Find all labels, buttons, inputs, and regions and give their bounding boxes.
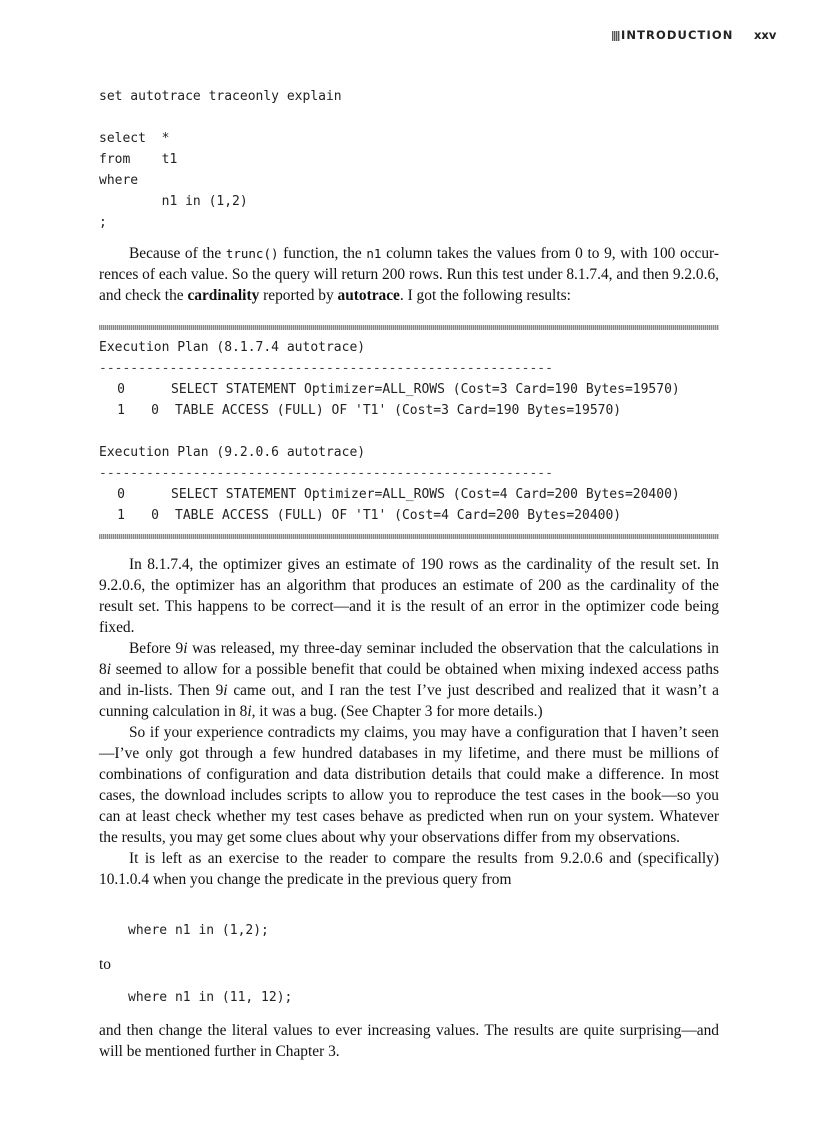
plan-bottom-rule xyxy=(99,534,719,539)
code-block-query xyxy=(99,86,719,233)
plan-rows xyxy=(99,484,719,526)
plan-row xyxy=(99,400,719,421)
code-snippet: where n1 in (11, 12); xyxy=(128,990,293,1005)
code-line: select * xyxy=(99,131,170,146)
section-title: INTRODUCTION xyxy=(621,28,734,42)
plan-row-text: SELECT STATEMENT Optimizer=ALL_ROWS (Cost=4 Card=200 Bytes=20400) xyxy=(171,487,680,502)
body-text xyxy=(99,554,719,890)
execution-plans xyxy=(99,337,719,526)
running-header xyxy=(0,28,816,44)
header-decoration xyxy=(612,31,620,41)
paragraph: In 8.1.7.4, the optimizer gives an estimate of 190 rows as the cardinality of the result set. In 9.2.0.6, the optimizer has an algorithm that produces an estimate of 200 as the cardinality of the result set. This happens to be correct—and it is the result of an error in the optimizer code being fixed. xyxy=(99,556,719,636)
code-line: set autotrace traceonly explain xyxy=(99,89,342,104)
plan-row-id: 0 xyxy=(117,382,125,397)
plan-separator: ---------------------------------------------------------- xyxy=(99,361,553,376)
code-snippet: where n1 in (1,2); xyxy=(128,923,269,938)
paragraph-intro: Because of the trunc() function, the n1 column takes the values from 0 to 9, with 100 occur-rences of each value. So the query will return 200 rows. Run this test under 8.1.7.4, and then 9.2.0.6, and check the cardinality reported by autotrace. I got the following results: xyxy=(99,245,719,304)
plan-gap xyxy=(99,421,719,442)
plan-row-id: 0 xyxy=(117,487,125,502)
code-line: where xyxy=(99,173,139,188)
plan-row-text: SELECT STATEMENT Optimizer=ALL_ROWS (Cost=3 Card=190 Bytes=19570) xyxy=(171,382,680,397)
page-number: xxv xyxy=(754,28,777,42)
code-line: n1 in (1,2) xyxy=(99,194,248,209)
paragraph-final: and then change the literal values to ever increasing values. The results are quite surprising—and will be mentioned further in Chapter 3. xyxy=(99,1022,719,1060)
plan-title: Execution Plan (9.2.0.6 autotrace) xyxy=(99,445,366,460)
plan-row-text: TABLE ACCESS (FULL) OF 'T1' (Cost=3 Card=190 Bytes=19570) xyxy=(175,403,622,418)
plan-row-parent: 0 xyxy=(151,403,159,418)
paragraph: It is left as an exercise to the reader to compare the results from 9.2.0.6 and (specifically) 10.1.0.4 when you change the predicate in the previous query from xyxy=(99,850,719,888)
code-line-blank xyxy=(99,107,719,128)
plan-top-rule xyxy=(99,325,719,330)
plan-title: Execution Plan (8.1.7.4 autotrace) xyxy=(99,340,366,355)
bold-term: cardinality xyxy=(187,287,260,304)
code-line: from t1 xyxy=(99,152,178,167)
paragraph: So if your experience contradicts my claims, you may have a configuration that I haven’t seen—I’ve only got through a few hundred databases in my lifetime, and there must be millions of combinations of configuration and data distribution details that could make a difference. In most cases, the download includes scripts to allow you to reproduce the test cases in the book—so you can at least check whether my test cases behave as predicted when run on your system. Whatever the results, you may get some clues about why your observations differ from my observations. xyxy=(99,724,719,846)
plan-row-id: 1 xyxy=(117,508,125,523)
plan-row xyxy=(99,484,719,505)
inline-code: n1 xyxy=(366,246,382,261)
plan-rows xyxy=(99,379,719,421)
plan-row xyxy=(99,379,719,400)
plan-row-id: 1 xyxy=(117,403,125,418)
connector-word: to xyxy=(99,956,111,973)
inline-code: trunc() xyxy=(225,246,279,261)
code-line: ; xyxy=(99,215,107,230)
plan-row xyxy=(99,505,719,526)
paragraph: Before 9i was released, my three-day seminar included the observation that the calculations in 8i seemed to allow for a possible benefit that could be obtained when mixing indexed access paths and in-lists. Then 9i came out, and I ran the test I’ve just described and realized that it wasn’t a cunning calculation in 8i, it was a bug. (See Chapter 3 for more details.) xyxy=(99,640,719,720)
plan-row-text: TABLE ACCESS (FULL) OF 'T1' (Cost=4 Card=200 Bytes=20400) xyxy=(175,508,622,523)
plan-separator: ---------------------------------------------------------- xyxy=(99,466,553,481)
bold-term: autotrace xyxy=(337,287,400,304)
plan-row-parent: 0 xyxy=(151,508,159,523)
